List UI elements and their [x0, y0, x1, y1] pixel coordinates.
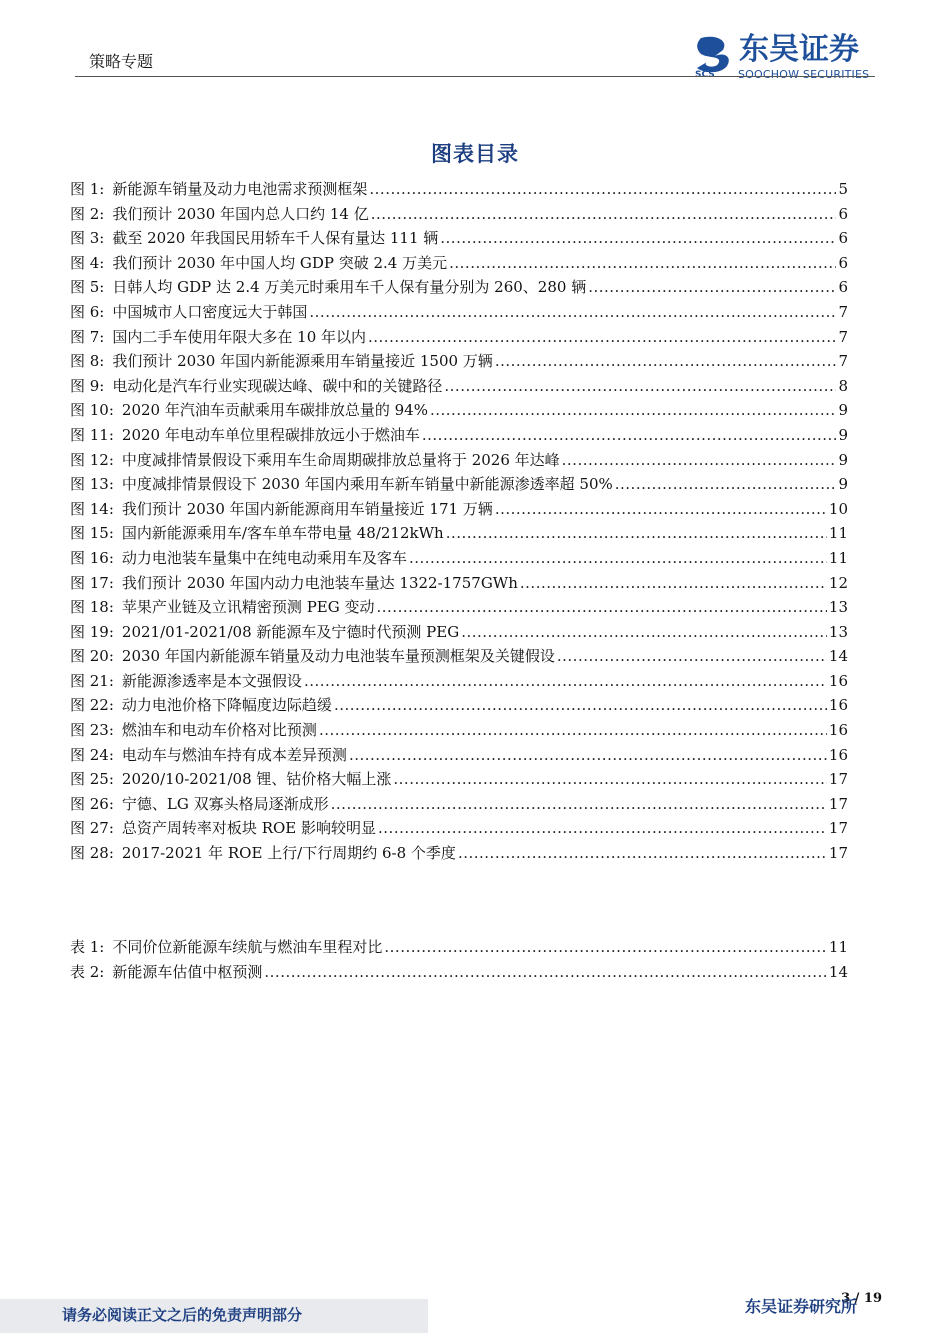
- toc-entry-label: 图 5:: [70, 278, 105, 297]
- logo-chinese-name: 东吴证券: [739, 32, 859, 67]
- toc-entry-title: 截至 2020 年我国民用轿车千人保有量达 111 辆: [112, 229, 439, 248]
- toc-entry-label: 表 1:: [70, 938, 105, 956]
- toc-dot-leader: [369, 177, 836, 202]
- toc-entry-title: 燃油车和电动车价格对比预测: [121, 721, 317, 740]
- toc-entry-page: 17: [828, 770, 848, 789]
- toc-dot-leader: [368, 325, 836, 350]
- toc-entry-title: 中度减排情景假设下乘用车生命周期碳排放总量将于 2026 年达峰: [121, 450, 560, 469]
- toc-entry-page: 14: [828, 647, 848, 666]
- toc-entry-label: 图 18:: [70, 598, 114, 617]
- company-logo: [693, 30, 888, 88]
- toc-dot-leader: [430, 398, 836, 423]
- toc-entry-label: 图 2:: [70, 204, 105, 223]
- toc-entry-title: 苹果产业链及立讯精密预测 PEG 变动: [121, 598, 375, 617]
- toc-entry-page: 16: [828, 745, 848, 764]
- toc-entry-title: 我们预计 2030 年国内动力电池装车量达 1322-1757GWh: [121, 573, 518, 592]
- toc-figure-entry[interactable]: [70, 398, 848, 423]
- toc-entry-label: 图 28:: [70, 844, 114, 863]
- logo-english-name: SOOCHOW SECURITIES: [738, 68, 870, 81]
- toc-entry-title: 不同价位新能源车续航与燃油车里程对比: [112, 938, 383, 956]
- toc-figure-entry[interactable]: [70, 521, 848, 546]
- toc-dot-leader: [440, 226, 836, 251]
- toc-entry-title: 日韩人均 GDP 达 2.4 万美元时乘用车千人保有量分别为 260、280 辆: [112, 278, 587, 297]
- toc-entry-page: 16: [828, 721, 848, 740]
- toc-entry-title: 新能源车估值中枢预测: [112, 962, 263, 981]
- toc-entry-title: 2030 年国内新能源车销量及动力电池装车量预测框架及关键假设: [121, 647, 555, 666]
- toc-entry-label: 图 23:: [70, 721, 114, 740]
- toc-entry-page: 11: [828, 938, 848, 956]
- toc-entry-label: 表 2:: [70, 962, 105, 981]
- toc-entry-title: 我们预计 2030 年国内新能源商用车销量接近 171 万辆: [121, 499, 493, 518]
- toc-entry-page: 7: [838, 327, 848, 346]
- toc-entry-title: 中度减排情景假设下 2030 年国内乘用车新车销量中新能源渗透率超 50%: [121, 475, 613, 494]
- toc-dot-leader: [446, 521, 827, 546]
- svg-text:SCS: SCS: [695, 70, 715, 78]
- toc-entry-label: 图 7:: [70, 327, 105, 346]
- toc-entry-title: 国内新能源乘用车/客车单车带电量 48/212kWh: [121, 524, 444, 543]
- toc-entry-label: 图 15:: [70, 524, 114, 543]
- toc-entry-title: 宁德、LG 双寡头格局逐渐成形: [121, 794, 329, 813]
- toc-entry-label: 图 8:: [70, 352, 105, 371]
- toc-entry-page: 6: [838, 278, 848, 297]
- toc-title: 图表目录: [431, 141, 519, 166]
- toc-dot-leader: [557, 644, 827, 669]
- logo-mark-icon: [693, 34, 733, 78]
- toc-entry-page: 6: [838, 229, 848, 248]
- toc-entry-title: 我们预计 2030 年国内总人口约 14 亿: [112, 204, 369, 223]
- toc-figure-entry[interactable]: [70, 693, 848, 718]
- header-divider: [75, 76, 875, 77]
- toc-entry-page: 7: [838, 352, 848, 371]
- toc-dot-leader: [349, 743, 827, 768]
- header-section-label: 策略专题: [89, 52, 154, 71]
- toc-figure-entry[interactable]: [70, 325, 848, 350]
- toc-figure-entry[interactable]: [70, 644, 848, 669]
- toc-entry-label: 图 19:: [70, 622, 114, 641]
- toc-entry-page: 6: [838, 204, 848, 223]
- toc-figure-entry[interactable]: [70, 792, 848, 817]
- toc-entry-title: 新能源渗透率是本文强假设: [121, 671, 302, 690]
- toc-dot-leader: [615, 472, 837, 497]
- toc-dot-leader: [309, 300, 836, 325]
- toc-entry-page: 10: [828, 499, 848, 518]
- toc-entry-label: 图 25:: [70, 770, 114, 789]
- toc-figure-entry[interactable]: [70, 595, 848, 620]
- footer-disclaimer[interactable]: 请务必阅读正文之后的免责声明部分: [62, 1306, 303, 1324]
- toc-entry-page: 13: [828, 622, 848, 641]
- toc-dot-leader: [495, 349, 837, 374]
- toc-entry-page: 6: [838, 253, 848, 272]
- toc-entry-label: 图 20:: [70, 647, 114, 666]
- page-number: 3 / 19: [841, 1291, 882, 1306]
- toc-figure-entry[interactable]: [70, 300, 848, 325]
- toc-entry-title: 2017-2021 年 ROE 上行/下行周期约 6-8 个季度: [121, 844, 456, 863]
- toc-figure-entry[interactable]: [70, 841, 848, 866]
- toc-entry-label: 图 24:: [70, 745, 114, 764]
- toc-entry-page: 8: [838, 376, 848, 395]
- toc-entry-page: 9: [838, 401, 848, 420]
- toc-entry-page: 17: [828, 844, 848, 863]
- toc-entry-page: 13: [828, 598, 848, 617]
- toc-entry-label: 图 21:: [70, 671, 114, 690]
- toc-entry-title: 2021/01-2021/08 新能源车及宁德时代预测 PEG: [121, 622, 460, 641]
- toc-entry-page: 16: [828, 671, 848, 690]
- toc-entry-page: 12: [828, 573, 848, 592]
- toc-entry-title: 2020 年电动车单位里程碳排放远小于燃油车: [121, 425, 420, 444]
- toc-entry-title: 动力电池价格下降幅度边际趋缓: [121, 696, 332, 715]
- toc-figure-entry[interactable]: [70, 275, 848, 300]
- toc-entry-label: 图 26:: [70, 794, 114, 813]
- toc-entry-page: 9: [838, 475, 848, 494]
- toc-dot-leader: [495, 497, 827, 522]
- toc-figure-entry[interactable]: [70, 349, 848, 374]
- toc-entry-label: 图 6:: [70, 302, 105, 321]
- toc-dot-leader: [378, 816, 827, 841]
- toc-entry-title: 2020/10-2021/08 锂、钴价格大幅上涨: [121, 770, 392, 789]
- toc-dot-leader: [409, 546, 827, 571]
- toc-table-entry[interactable]: [70, 960, 848, 985]
- toc-entry-label: 图 10:: [70, 401, 114, 420]
- toc-dot-leader: [264, 960, 827, 985]
- toc-figure-entry[interactable]: [70, 251, 848, 276]
- toc-entry-title: 中国城市人口密度远大于韩国: [112, 302, 308, 321]
- toc-entry-page: 14: [828, 962, 848, 981]
- toc-entry-label: 图 22:: [70, 696, 114, 715]
- toc-dot-leader: [562, 448, 837, 473]
- toc-figure-entry[interactable]: [70, 202, 848, 227]
- toc-entry-page: 5: [838, 180, 848, 198]
- toc-figure-entry[interactable]: [70, 497, 848, 522]
- toc-entry-title: 我们预计 2030 年国内新能源乘用车销量接近 1500 万辆: [112, 352, 493, 371]
- toc-figure-entry[interactable]: [70, 620, 848, 645]
- toc-entry-label: 图 14:: [70, 499, 114, 518]
- toc-table-entry[interactable]: [70, 935, 848, 960]
- toc-figure-entry[interactable]: [70, 448, 848, 473]
- toc-entry-label: 图 1:: [70, 180, 105, 198]
- toc-entry-page: 16: [828, 696, 848, 715]
- toc-dot-leader: [393, 767, 827, 792]
- toc-figure-entry[interactable]: [70, 743, 848, 768]
- toc-figure-entry[interactable]: [70, 546, 848, 571]
- toc-entry-title: 电动化是汽车行业实现碳达峰、碳中和的关键路径: [112, 376, 443, 395]
- toc-entry-label: 图 13:: [70, 475, 114, 494]
- toc-figure-entry[interactable]: [70, 423, 848, 448]
- toc-entry-label: 图 11:: [70, 425, 114, 444]
- toc-entry-page: 17: [828, 794, 848, 813]
- toc-figure-entry[interactable]: [70, 767, 848, 792]
- toc-entry-page: 9: [838, 425, 848, 444]
- toc-entry-label: 图 4:: [70, 253, 105, 272]
- toc-entry-title: 2020 年汽油车贡献乘用车碳排放总量的 94%: [121, 401, 428, 420]
- toc-figure-entry[interactable]: [70, 374, 848, 399]
- toc-figure-entry[interactable]: [70, 226, 848, 251]
- toc-entry-label: 图 16:: [70, 548, 114, 567]
- toc-entry-label: 图 17:: [70, 573, 114, 592]
- toc-dot-leader: [458, 841, 827, 866]
- toc-dot-leader: [319, 718, 827, 743]
- toc-entry-label: 图 3:: [70, 229, 105, 248]
- toc-entry-title: 电动车与燃油车持有成本差异预测: [121, 745, 347, 764]
- toc-figure-entry[interactable]: [70, 571, 848, 596]
- toc-dot-leader: [422, 423, 837, 448]
- toc-figure-entry[interactable]: [70, 472, 848, 497]
- toc-dot-leader: [304, 669, 827, 694]
- toc-entry-page: 7: [838, 302, 848, 321]
- toc-entry-page: 17: [828, 819, 848, 838]
- toc-entry-page: 9: [838, 450, 848, 469]
- toc-entry-page: 11: [828, 524, 848, 543]
- toc-dot-leader: [334, 693, 827, 718]
- toc-entry-label: 图 12:: [70, 450, 114, 469]
- toc-dot-leader: [331, 792, 827, 817]
- toc-dot-leader: [520, 571, 827, 596]
- toc-dot-leader: [371, 202, 837, 227]
- toc-dot-leader: [461, 620, 827, 645]
- figure-list: [70, 177, 848, 866]
- toc-figure-entry[interactable]: [70, 177, 848, 202]
- toc-dot-leader: [588, 275, 836, 300]
- toc-dot-leader: [384, 935, 827, 960]
- toc-figure-entry[interactable]: [70, 669, 848, 694]
- toc-dot-leader: [449, 251, 836, 276]
- toc-dot-leader: [444, 374, 836, 399]
- toc-entry-page: 11: [828, 548, 848, 567]
- toc-entry-title: 国内二手车使用年限大多在 10 年以内: [112, 327, 366, 346]
- toc-entry-title: 动力电池装车量集中在纯电动乘用车及客车: [121, 548, 407, 567]
- table-list: [70, 935, 848, 984]
- toc-entry-title: 新能源车销量及动力电池需求预测框架: [112, 180, 368, 198]
- toc-figure-entry[interactable]: [70, 718, 848, 743]
- toc-entry-label: 图 27:: [70, 819, 114, 838]
- toc-entry-title: 总资产周转率对板块 ROE 影响较明显: [121, 819, 377, 838]
- footer-institution: 东吴证券研究所: [744, 1297, 857, 1316]
- toc-dot-leader: [377, 595, 827, 620]
- toc-figure-entry[interactable]: [70, 816, 848, 841]
- toc-entry-label: 图 9:: [70, 376, 105, 395]
- toc-entry-title: 我们预计 2030 年中国人均 GDP 突破 2.4 万美元: [112, 253, 448, 272]
